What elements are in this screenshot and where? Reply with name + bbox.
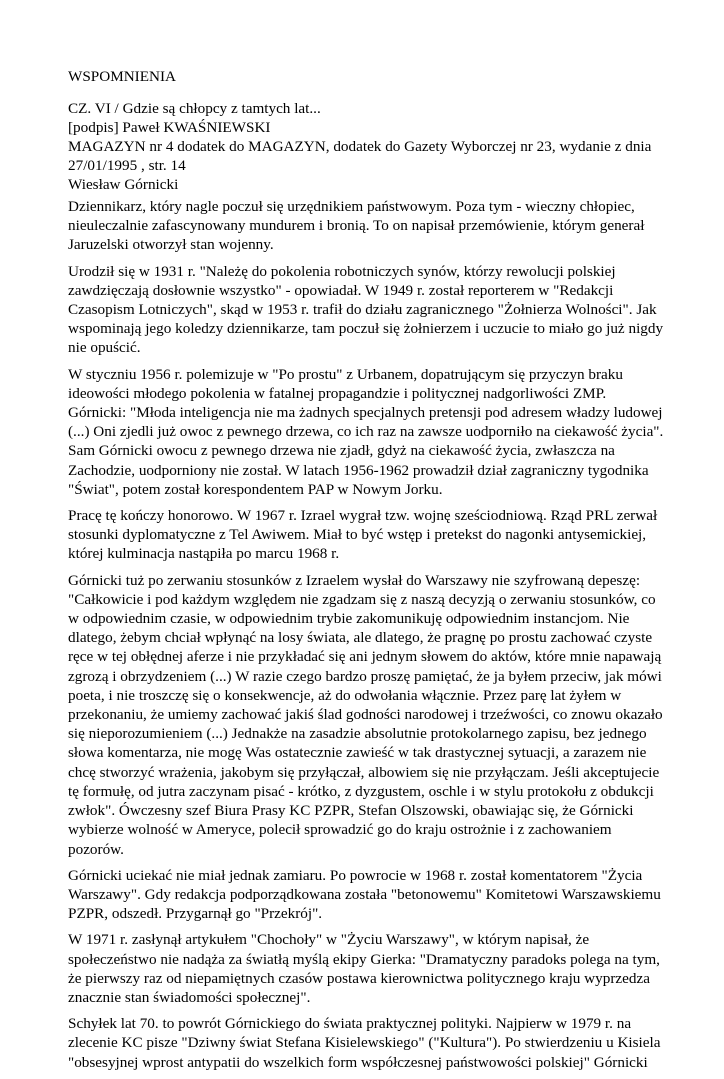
paragraph: Górnicki tuż po zerwaniu stosunków z Izraelem wysłał do Warszawy nie szyfrowaną depeszę: "Całkowicie i pod każdym względem nie zgadzam się z naszą decyzją o zerwaniu stosunków, co w odpowiednim czasie, w odpowiednim trybie zakomunikuję odpowiednim instancjom. Nie dlatego, żebym chciał wpłynąć na losy świata, ale dlatego, że pragnę po prostu zachować czyste ręce w tej obłędnej aferze i nie przykładać się ani jednym słowem do aktów, które mnie napawają zgrozą i obrzydzeniem (...) W razie czego bardzo proszę pamiętać, że ja byłem przeciw, jak mówi poeta, i nie troszczę się o konsekwencje, aż do odwołania włącznie. Przez parę lat żyłem w przekonaniu, że umiemy zachować jakiś ślad godności narodowej i trzeźwości, co znowu okazało się nieporozumieniem (...) Jednakże na zasadzie absolutnie protokolarnego zapisu, bez jednego słowa komentarza, nie mogę Was ostatecznie zawieść w tak drastycznej sytuacji, a zarazem nie chcę stworzyć wrażenia, jakobym się przyłączał, albowiem się nie przyłączam. Jeśli akceptujecie tę formułę, od jutra zaczynam pisać - krótko, z dyzgustem, oschle i w stylu protokołu z obdukcji zwłok". Ówczesny szef Biura Prasy KC PZPR, Stefan Olszowski, obawiając się, że Górnicki wybierze wolność w Ameryce, polecił sprowadzić go do kraju ostrożnie i z zachowaniem pozorów.: [68, 571, 663, 858]
paragraph: Górnicki uciekać nie miał jednak zamiaru. Po powrocie w 1968 r. został komentatorem "Życia Warszawy". Gdy redakcja podporządkowana została "betonowemu" Komitetowi Warszawskiemu PZPR, odszedł. Przygarnął go "Przekrój".: [68, 866, 661, 923]
paragraph: W styczniu 1956 r. polemizuje w "Po prostu" z Urbanem, dopatrującym się przyczyn braku ideowości młodego pokolenia w fatalnej propagandzie i politycznej nadgorliwości ZMP. Górnicki: "Młoda inteligencja nie ma żadnych specjalnych pretensji pod adresem władzy ludowej (...) Oni zjedli już owoc z pewnego drzewa, co ich raz na zawsze uodporniło na ciekawość życia". Sam Górnicki owocu z pewnego drzewa nie zjadł, gdyż na ciekawość życia, zwłaszcza na Zachodzie, uodporniony nie został. W latach 1956-1962 prowadził dział zagraniczny tygodnika "Świat", potem został korespondentem PAP w Nowym Jorku.: [68, 365, 664, 498]
article-body: [68, 197, 668, 1079]
paragraph: Pracę tę kończy honorowo. W 1967 r. Izrael wygrał tzw. wojnę sześciodniową. Rząd PRL zerwał stosunki dyplomatyczne z Tel Awiwem. Miał to być wstęp i pretekst do nagonki antysemickiej, której kulminacja nastąpiła po marcu 1968 r.: [68, 507, 658, 563]
paragraph: W 1971 r. zasłynął artykułem "Chochoły" w "Życiu Warszawy", w którym napisał, że społeczeństwo nie nadąża za światłą myślą ekipy Gierka: "Dramatyczny paradoks polega na tym, że pierwszy raz od niepamiętnych czasów postawa kierownictwa politycznego kraju wyprzedza znacznie stan świadomości społecznej".: [68, 931, 660, 1006]
paragraph: Urodził się w 1931 r. "Należę do pokolenia robotniczych synów, którzy rewolucji polskiej zawdzięczają dosłownie wszystko" - opowiadał. W 1949 r. został reporterem w "Redakcji Czasopism Lotniczych", skąd w 1953 r. trafił do działu zagranicznego "Żołnierza Wolności". Jak wspominają jego koledzy dziennikarze, tam poczuł się żołnierzem i uczucie to miało go już nigdy nie opuścić.: [68, 262, 664, 357]
paragraph: Schyłek lat 70. to powrót Górnickiego do świata praktycznej polityki. Najpierw w 1979 r. na zlecenie KC pisze "Dziwny świat Stefana Kisielewskiego" ("Kultura"). Po stwierdzeniu u Kisiela "obsesyjnej wprost antypatii do wszelkich form współczesnej państwowości polskiej" Górnicki: [68, 1015, 661, 1071]
paragraph: Dziennikarz, który nagle poczuł się urzędnikiem państwowym. Poza tym - wieczny chłopiec, nieuleczalnie zafascynowany mundurem i bronią. To on napisał przemówienie, którym generał Jaruzelski otworzył stan wojenny.: [68, 198, 645, 254]
article-signature: [podpis] Paweł KWAŚNIEWSKI: [68, 119, 271, 136]
article-subtitle: CZ. VI / Gdzie są chłopcy z tamtych lat...: [68, 100, 321, 117]
document-title: WSPOMNIENIA: [68, 68, 176, 85]
article-source: MAGAZYN nr 4 dodatek do MAGAZYN, dodatek do Gazety Wyborczej nr 23, wydanie z dnia 27/01/1995 , str. 14: [68, 138, 652, 174]
article-subject: Wiesław Górnicki: [68, 176, 179, 193]
article-metadata: [68, 99, 668, 194]
